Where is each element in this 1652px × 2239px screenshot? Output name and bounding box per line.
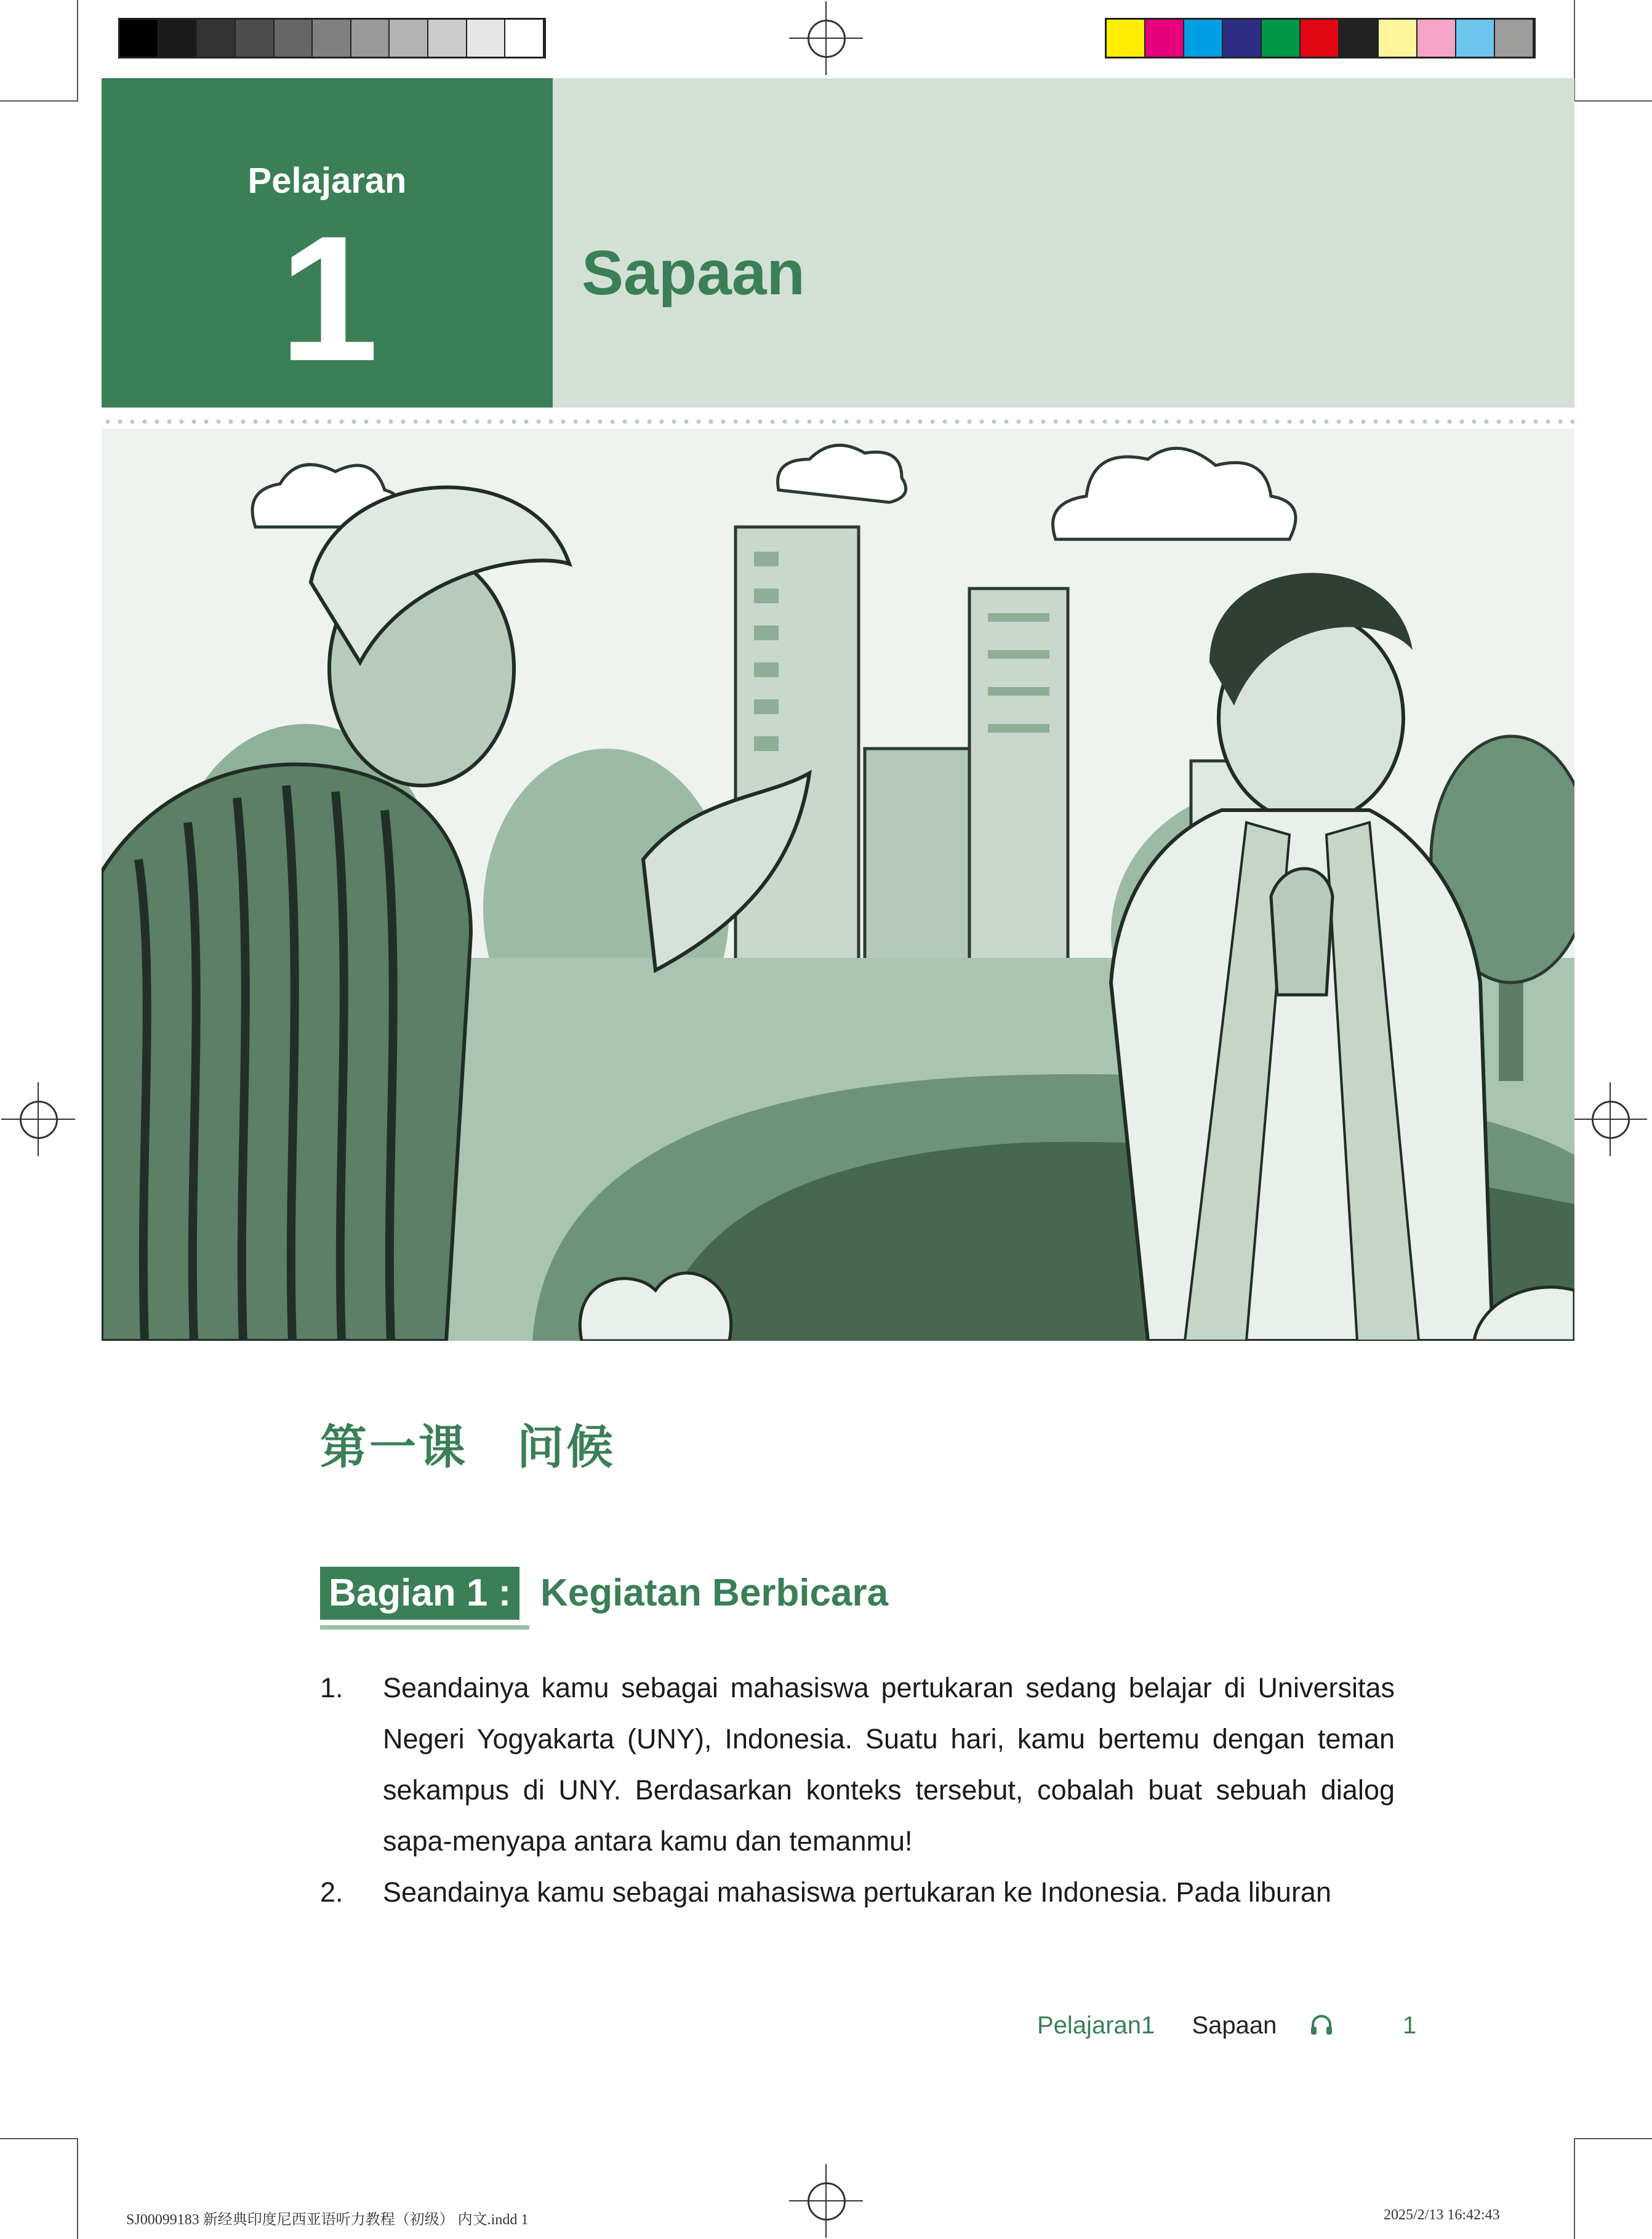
color-patch — [1379, 20, 1417, 57]
list-item — [320, 1662, 1395, 1867]
crop-mark — [77, 2138, 78, 2239]
color-patch — [1456, 20, 1495, 57]
crop-mark — [1574, 2138, 1575, 2239]
lesson-title: Sapaan — [582, 238, 805, 308]
list-item-text: Seandainya kamu sebagai mahasiswa pertukaran sedang belajar di Universitas Negeri Yogyakarta (UNY), Indonesia. Suatu hari, kamu bertemu dengan teman sekampus di UNY. Berdasarkan konteks tersebut, cobalah buat sebuah dialog sapa-menyapa antara kamu dan temanmu! — [383, 1672, 1395, 1857]
gray-patch — [467, 20, 506, 57]
list-item-text: Seandainya kamu sebagai mahasiswa pertukaran ke Indonesia. Pada liburan — [383, 1876, 1331, 1908]
color-patch — [1145, 20, 1184, 57]
gray-patch — [275, 20, 313, 57]
color-patch — [1223, 20, 1262, 57]
exercise-list — [320, 1662, 1395, 1918]
gray-patch — [159, 20, 198, 57]
headphones-icon — [1309, 2012, 1334, 2037]
dotted-divider — [102, 419, 1574, 425]
color-patch — [1495, 20, 1534, 57]
gray-patch — [351, 20, 390, 57]
lesson-number: 1 — [279, 199, 375, 398]
gray-patch — [505, 20, 544, 57]
gray-scale-bar — [118, 18, 546, 58]
gray-patch — [236, 20, 275, 57]
footer-title: Sapaan — [1192, 2012, 1277, 2039]
list-item-number: 2. — [320, 1876, 343, 1908]
gray-patch — [428, 20, 467, 57]
gray-patch — [120, 20, 159, 57]
section-title: Kegiatan Berbicara — [540, 1572, 889, 1614]
section-underline — [320, 1625, 529, 1630]
print-slug-left: SJ00099183 新经典印度尼西亚语听力教程（初级） 内文.indd 1 — [126, 2212, 529, 2228]
crop-mark — [0, 100, 78, 102]
list-item — [320, 1867, 1395, 1918]
color-control-bar — [1105, 18, 1536, 58]
gray-patch — [197, 20, 236, 57]
print-slug-right: 2025/2/13 16:42:43 — [1384, 2207, 1500, 2223]
running-footer — [1037, 2012, 1416, 2040]
registration-mark — [789, 1, 863, 75]
chinese-lesson-title: 第一课 问候 — [320, 1421, 615, 1474]
crop-mark — [0, 2138, 78, 2139]
list-item-number: 1. — [320, 1672, 343, 1703]
lesson-word: Pelajaran — [247, 161, 407, 201]
color-patch — [1262, 20, 1301, 57]
crop-mark — [1574, 100, 1652, 102]
color-patch — [1107, 20, 1145, 57]
gray-patch — [390, 20, 428, 57]
greeting-illustration — [102, 428, 1574, 1341]
illustration-image — [102, 428, 1574, 1341]
color-patch — [1339, 20, 1378, 57]
crop-mark — [1574, 2138, 1652, 2139]
registration-mark — [1573, 1082, 1647, 1156]
footer-lesson: Pelajaran1 — [1037, 2012, 1155, 2039]
section-tag: Bagian 1 : — [320, 1567, 519, 1620]
crop-mark — [77, 0, 78, 102]
registration-mark — [789, 2164, 863, 2238]
color-patch — [1301, 20, 1339, 57]
color-patch — [1184, 20, 1223, 57]
registration-mark — [1, 1082, 75, 1156]
gray-patch — [313, 20, 351, 57]
page-number: 1 — [1402, 2012, 1417, 2039]
color-patch — [1417, 20, 1456, 57]
